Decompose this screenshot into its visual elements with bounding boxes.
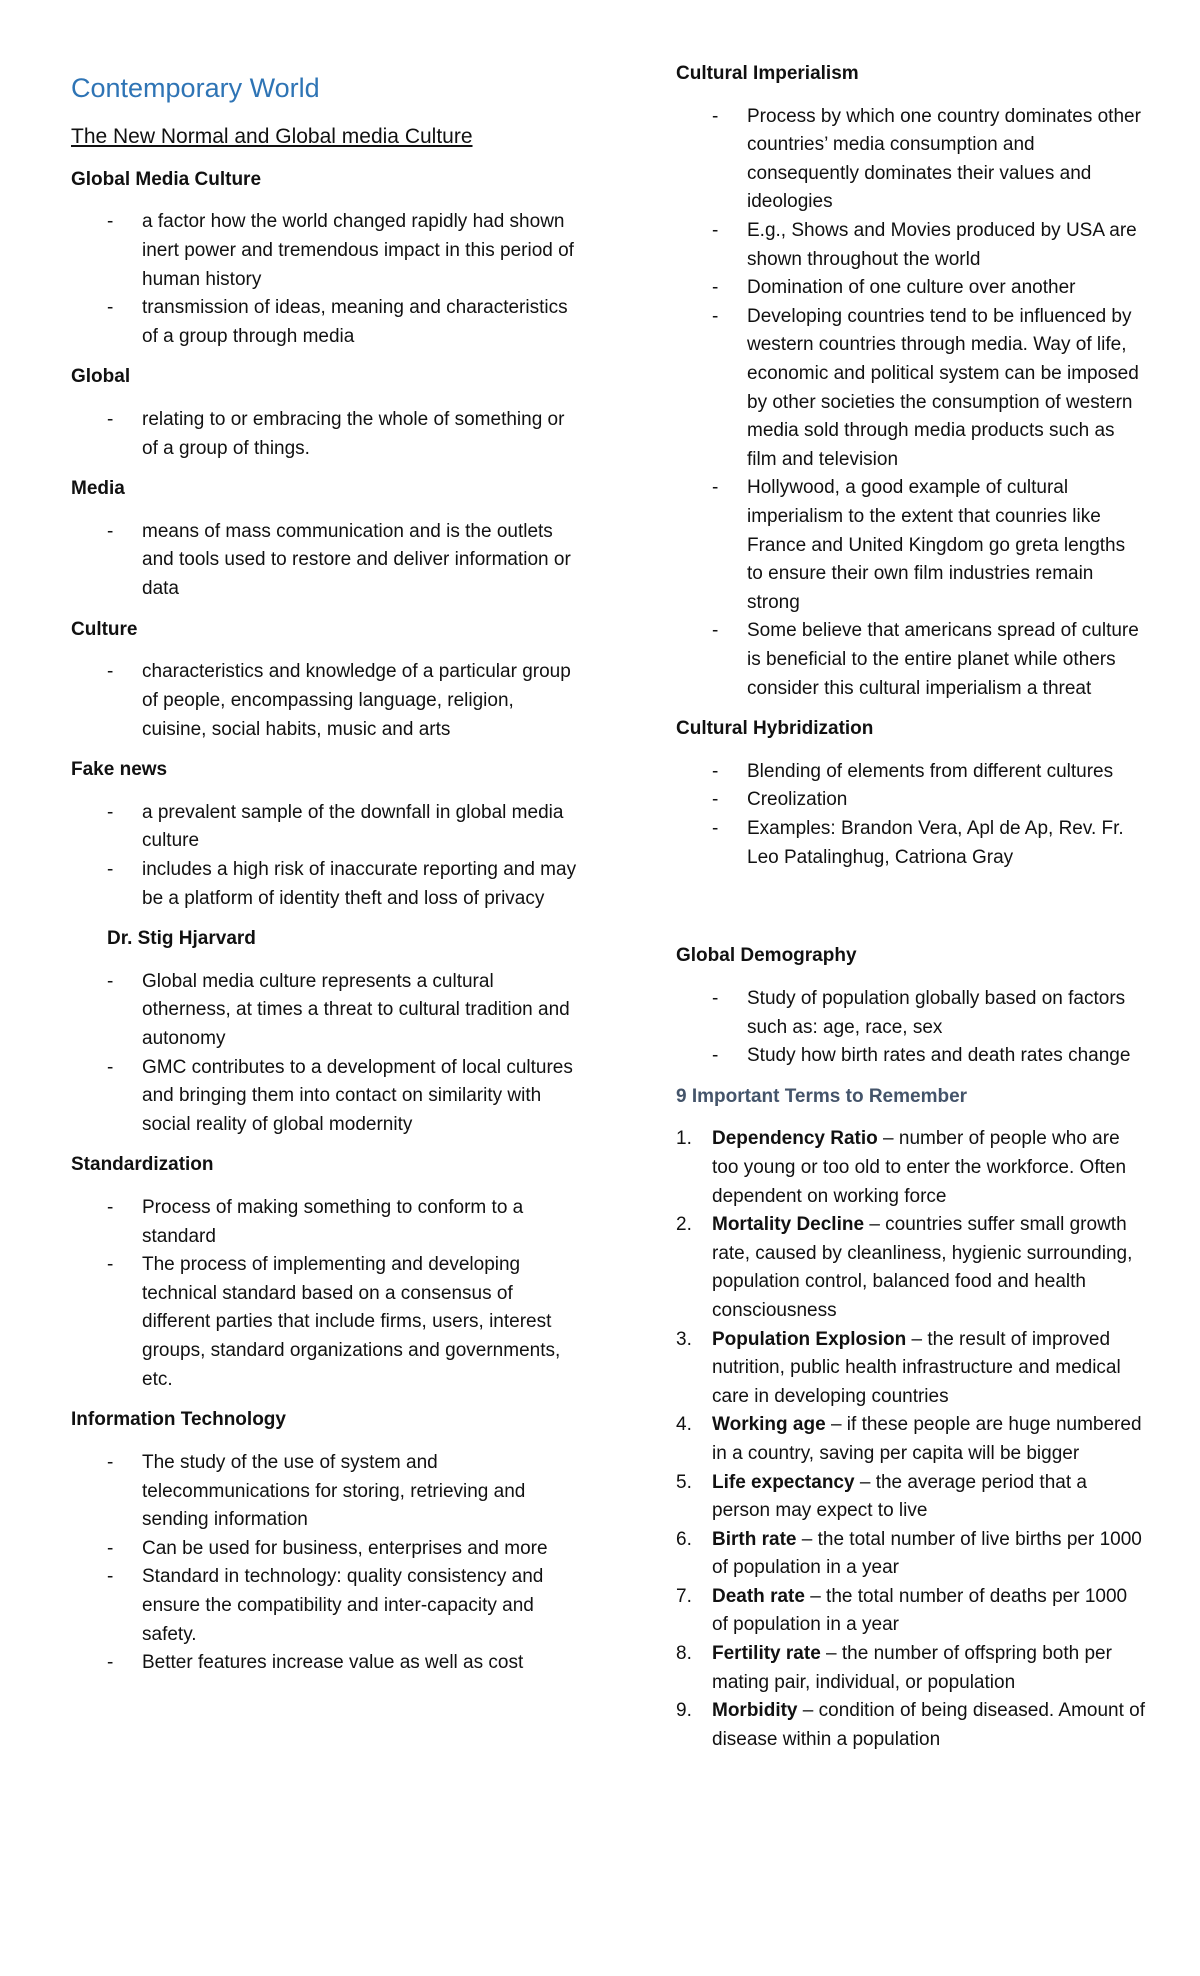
list-item <box>71 294 581 351</box>
list-item <box>71 1251 581 1394</box>
term-name: Birth rate <box>712 1528 797 1550</box>
dash-bullet: - <box>107 408 114 430</box>
list-item <box>676 303 1146 475</box>
dash-bullet: - <box>107 297 114 319</box>
list-item <box>676 786 1146 815</box>
list-item-text: Process of making something to conform to a standard <box>142 1197 524 1247</box>
term-name: Morbidity <box>712 1700 798 1722</box>
term-item <box>676 1411 1146 1468</box>
term-item <box>676 1211 1146 1325</box>
term-number: 3. <box>676 1328 692 1350</box>
list-item <box>71 518 581 604</box>
heading-information-technology: Information Technology <box>71 1409 286 1431</box>
term-description: – condition of being diseased. Amount of disease within a population <box>712 1700 1146 1750</box>
dash-bullet: - <box>107 211 114 233</box>
list-item <box>71 658 581 744</box>
heading-global: Global <box>71 366 131 388</box>
dash-bullet: - <box>107 1566 114 1588</box>
bullet-list-cultural-imperialism <box>676 103 1146 703</box>
dash-bullet: - <box>712 818 719 840</box>
bullet-list-culture <box>71 658 581 744</box>
list-item-text: a prevalent sample of the downfall in global media culture <box>142 801 564 852</box>
term-number: 6. <box>676 1528 692 1550</box>
list-item-text: transmission of ideas, meaning and characteristics of a group through media <box>142 297 568 347</box>
heading-global-demography: Global Demography <box>676 945 857 967</box>
list-item <box>71 1054 581 1140</box>
dash-bullet: - <box>107 1537 114 1559</box>
dash-bullet: - <box>712 477 719 499</box>
term-name: Fertility rate <box>712 1643 821 1665</box>
list-item-text: Standard in technology: quality consistency and ensure the compatibility and inter-capacity and safety. <box>142 1566 544 1645</box>
list-item-text: E.g., Shows and Movies produced by USA are shown throughout the world <box>747 220 1137 270</box>
list-item-text: Blending of elements from different cultures <box>747 760 1114 782</box>
dash-bullet: - <box>712 789 719 811</box>
document-subtitle: The New Normal and Global media Culture <box>71 125 473 149</box>
heading-cultural-imperialism: Cultural Imperialism <box>676 63 859 84</box>
list-item <box>676 274 1146 303</box>
term-description: – number of people who are too young or too old to enter the workforce. Often dependent on working force <box>712 1128 1127 1207</box>
term-number: 4. <box>676 1414 692 1436</box>
term-number: 2. <box>676 1214 692 1236</box>
list-item <box>676 815 1146 872</box>
term-name: Working age <box>712 1414 826 1436</box>
list-item <box>676 1042 1146 1071</box>
term-number: 5. <box>676 1471 692 1493</box>
list-item <box>676 617 1146 703</box>
dash-bullet: - <box>107 858 114 880</box>
list-item-text: means of mass communication and is the outlets and tools used to restore and deliver information or data <box>142 520 571 600</box>
list-item <box>71 1563 581 1649</box>
list-item-text: The study of the use of system and telecommunications for storing, retrieving and sending information <box>142 1451 526 1531</box>
left-column <box>71 62 581 1692</box>
term-number: 8. <box>676 1643 692 1665</box>
dash-bullet: - <box>107 520 114 542</box>
list-item-text: The process of implementing and developing technical standard based on a consensus of different parties that include firms, users, interest groups, standard organizations and governments, etc. <box>142 1254 561 1390</box>
dash-bullet: - <box>107 970 114 992</box>
list-item <box>676 985 1146 1042</box>
heading-standardization: Standardization <box>71 1154 214 1176</box>
list-item <box>71 968 581 1054</box>
right-column <box>676 62 1146 1754</box>
list-item-text: GMC contributes to a development of local cultures and bringing them into contact on similarity with social reality of global modernity <box>142 1056 573 1135</box>
list-item <box>676 217 1146 274</box>
dash-bullet: - <box>107 1652 114 1674</box>
term-description: – countries suffer small growth rate, caused by cleanliness, hygienic surrounding, population control, balanced food and health consciousness <box>712 1214 1133 1321</box>
list-item-text: Some believe that americans spread of culture is beneficial to the entire planet while others consider this cultural imperialism a threat <box>747 620 1139 699</box>
term-description: – the result of improved nutrition, public health infrastructure and medical care in developing countries <box>712 1328 1121 1407</box>
term-name: Life expectancy <box>712 1471 855 1493</box>
list-item-text: Developing countries tend to be influenced by western countries through media. Way of life, economic and political system can be imposed by other societies the consumption of western media sold through media products such as film and television <box>747 305 1139 470</box>
list-item-text: Study how birth rates and death rates change <box>747 1045 1131 1067</box>
list-item-text: Study of population globally based on factors such as: age, race, sex <box>747 987 1126 1038</box>
term-item <box>676 1125 1146 1211</box>
bullet-list-fake-news <box>71 799 581 913</box>
term-name: Population Explosion <box>712 1328 907 1350</box>
dash-bullet: - <box>107 801 114 823</box>
list-item-text: characteristics and knowledge of a particular group of people, encompassing language, religion, cuisine, social habits, music and arts <box>142 661 571 740</box>
dash-bullet: - <box>712 760 719 782</box>
list-item-text: Process by which one country dominates other countries’ media consumption and consequently dominates their values and ideologies <box>747 105 1141 213</box>
list-item-text: includes a high risk of inaccurate reporting and may be a platform of identity theft and loss of privacy <box>142 858 577 909</box>
terms-heading: 9 Important Terms to Remember <box>676 1085 968 1107</box>
term-description: – the total number of deaths per 1000 of population in a year <box>712 1585 1128 1636</box>
heading-dr-stig-hjarvard: Dr. Stig Hjarvard <box>107 928 256 950</box>
term-number: 7. <box>676 1585 692 1607</box>
list-item-text: a factor how the world changed rapidly had shown inert power and tremendous impact in this period of human history <box>142 211 574 290</box>
heading-cultural-hybridization: Cultural Hybridization <box>676 718 874 740</box>
term-number: 1. <box>676 1128 692 1150</box>
dash-bullet: - <box>107 1451 114 1473</box>
dash-bullet: - <box>107 1197 114 1219</box>
term-number: 9. <box>676 1700 692 1722</box>
term-description: – the total number of live births per 1000 of population in a year <box>712 1528 1142 1579</box>
term-description: – the average period that a person may expect to live <box>712 1471 1087 1522</box>
term-item <box>676 1326 1146 1412</box>
term-description: – if these people are huge numbered in a country, saving per capita will be bigger <box>712 1414 1142 1464</box>
list-item <box>71 799 581 856</box>
list-item <box>676 103 1146 217</box>
list-item-text: Global media culture represents a cultural otherness, at times a threat to cultural tradition and autonomy <box>142 970 570 1050</box>
bullet-list-global <box>71 406 581 463</box>
list-item-text: Better features increase value as well as cost <box>142 1652 524 1674</box>
bullet-list-standardization <box>71 1194 581 1394</box>
list-item <box>71 1649 581 1678</box>
list-item-text: Hollywood, a good example of cultural imperialism to the extent that counries like France and United Kingdom go greta lengths to ensure their own film industries remain strong <box>747 477 1126 613</box>
heading-culture: Culture <box>71 618 138 640</box>
dash-bullet: - <box>712 1045 719 1067</box>
bullet-list-global-media-culture <box>71 208 581 351</box>
list-item-text: Can be used for business, enterprises and more <box>142 1537 548 1559</box>
list-item <box>676 474 1146 617</box>
list-item <box>71 1194 581 1251</box>
list-item <box>676 758 1146 787</box>
term-name: Dependency Ratio <box>712 1128 878 1150</box>
bullet-list-cultural-hybridization <box>676 758 1146 872</box>
list-item-text: Domination of one culture over another <box>747 277 1076 299</box>
term-name: Mortality Decline <box>712 1214 865 1236</box>
list-item <box>71 1535 581 1564</box>
dash-bullet: - <box>107 1254 114 1276</box>
list-item-text: relating to or embracing the whole of something or of a group of things. <box>142 408 565 459</box>
term-item <box>676 1640 1146 1697</box>
bullet-list-media <box>71 518 581 604</box>
bullet-list-dr-stig-hjarvard <box>71 968 581 1140</box>
section-gap <box>676 886 1146 944</box>
term-item <box>676 1697 1146 1754</box>
dash-bullet: - <box>712 277 719 299</box>
dash-bullet: - <box>712 220 719 242</box>
term-item <box>676 1469 1146 1526</box>
dash-bullet: - <box>712 305 719 327</box>
dash-bullet: - <box>107 661 114 683</box>
terms-list <box>676 1125 1146 1754</box>
heading-fake-news: Fake news <box>71 759 168 781</box>
term-name: Death rate <box>712 1585 805 1607</box>
left-sections <box>71 168 581 1678</box>
bullet-list-information-technology <box>71 1449 581 1678</box>
dash-bullet: - <box>712 105 719 127</box>
bullet-list-global-demography <box>676 985 1146 1071</box>
dash-bullet: - <box>712 987 719 1009</box>
heading-media: Media <box>71 478 125 500</box>
dash-bullet: - <box>712 620 719 642</box>
list-item <box>71 1449 581 1535</box>
term-item <box>676 1526 1146 1583</box>
right-sections <box>676 62 1146 1071</box>
list-item <box>71 856 581 913</box>
document-title: Contemporary World <box>71 73 320 103</box>
list-item <box>71 208 581 294</box>
dash-bullet: - <box>107 1056 114 1078</box>
list-item-text: Examples: Brandon Vera, Apl de Ap, Rev. Fr. Leo Patalinghug, Catriona Gray <box>747 818 1124 868</box>
list-item-text: Creolization <box>747 789 848 811</box>
term-description: – the number of offspring both per mating pair, individual, or population <box>712 1643 1112 1693</box>
list-item <box>71 406 581 463</box>
term-item <box>676 1583 1146 1640</box>
heading-global-media-culture: Global Media Culture <box>71 168 262 190</box>
